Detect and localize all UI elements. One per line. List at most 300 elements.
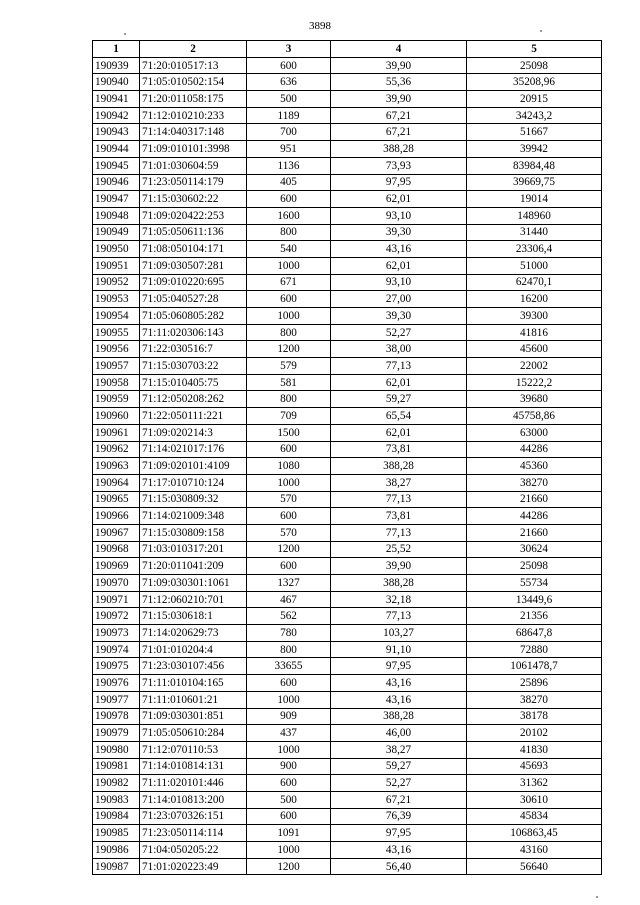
table-cell: 71:14:021017:176: [140, 441, 247, 458]
table-cell: 540: [247, 241, 331, 258]
table-cell: 388,28: [331, 141, 467, 158]
table-cell: 71:11:020306:143: [140, 324, 247, 341]
table-cell: 38270: [467, 691, 602, 708]
table-cell: 71:01:030604:59: [140, 157, 247, 174]
table-cell: 41830: [467, 741, 602, 758]
table-cell: 13449,6: [467, 591, 602, 608]
table-cell: 800: [247, 224, 331, 241]
table-cell: 71:20:011041:209: [140, 558, 247, 575]
table-cell: 20102: [467, 725, 602, 742]
table-row: [93, 608, 602, 625]
table-cell: 43,16: [331, 691, 467, 708]
table-row: [93, 174, 602, 191]
table-row: [93, 791, 602, 808]
table-cell: 59,27: [331, 758, 467, 775]
table-cell: 106863,45: [467, 825, 602, 842]
table-cell: 467: [247, 591, 331, 608]
table-cell: 190978: [93, 708, 140, 725]
table-cell: 780: [247, 625, 331, 642]
table-cell: 52,27: [331, 775, 467, 792]
table-cell: 71:12:070110:53: [140, 741, 247, 758]
table-cell: 71:15:030809:158: [140, 524, 247, 541]
table-cell: 39,90: [331, 57, 467, 74]
table-cell: 38,27: [331, 474, 467, 491]
table-row: [93, 341, 602, 358]
table-cell: 25098: [467, 57, 602, 74]
table-cell: 45360: [467, 458, 602, 475]
table-row: [93, 474, 602, 491]
table-row: [93, 558, 602, 575]
table-cell: 71:05:060805:282: [140, 308, 247, 325]
table-cell: 71:09:030507:281: [140, 257, 247, 274]
table-cell: 71:08:050104:171: [140, 241, 247, 258]
table-row: [93, 491, 602, 508]
table-cell: 71:17:010710:124: [140, 474, 247, 491]
table-row: [93, 191, 602, 208]
table-row: [93, 741, 602, 758]
table-cell: 63000: [467, 424, 602, 441]
table-cell: 800: [247, 641, 331, 658]
table-cell: 148960: [467, 207, 602, 224]
table-cell: 44286: [467, 441, 602, 458]
table-cell: 190957: [93, 358, 140, 375]
table-cell: 45600: [467, 341, 602, 358]
table-row: [93, 858, 602, 875]
table-cell: 190973: [93, 625, 140, 642]
table-row: [93, 408, 602, 425]
table-cell: 190986: [93, 842, 140, 859]
table-cell: 190970: [93, 575, 140, 592]
table-cell: 39680: [467, 391, 602, 408]
table-cell: 190980: [93, 741, 140, 758]
table-cell: 1600: [247, 207, 331, 224]
table-cell: 25,52: [331, 541, 467, 558]
table-cell: 71:01:020223:49: [140, 858, 247, 875]
table-cell: 570: [247, 524, 331, 541]
table-cell: 71:14:020629:73: [140, 625, 247, 642]
table-cell: 77,13: [331, 524, 467, 541]
table-cell: 1000: [247, 691, 331, 708]
table-cell: 190948: [93, 207, 140, 224]
table-row: [93, 808, 602, 825]
table-cell: 38,27: [331, 741, 467, 758]
table-row: [93, 658, 602, 675]
scan-speck: [596, 896, 598, 898]
table-row: [93, 207, 602, 224]
table-cell: 71:03:010317:201: [140, 541, 247, 558]
table-cell: 51667: [467, 124, 602, 141]
table-cell: 71:15:030618:1: [140, 608, 247, 625]
table-cell: 190965: [93, 491, 140, 508]
table-cell: 56640: [467, 858, 602, 875]
table-cell: 39300: [467, 308, 602, 325]
table-cell: 190955: [93, 324, 140, 341]
table-cell: 671: [247, 274, 331, 291]
table-cell: 600: [247, 508, 331, 525]
table-cell: 25896: [467, 675, 602, 692]
table-cell: 23306,4: [467, 241, 602, 258]
table-cell: 67,21: [331, 791, 467, 808]
table-cell: 190962: [93, 441, 140, 458]
table-cell: 51000: [467, 257, 602, 274]
table-cell: 1000: [247, 257, 331, 274]
table-cell: 31440: [467, 224, 602, 241]
table-cell: 71:15:030703:22: [140, 358, 247, 375]
table-cell: 71:12:050208:262: [140, 391, 247, 408]
table-cell: 71:14:010813:200: [140, 791, 247, 808]
table-cell: 190940: [93, 74, 140, 91]
table-cell: 190976: [93, 675, 140, 692]
table-cell: 55,36: [331, 74, 467, 91]
table-cell: 71:05:050610:284: [140, 725, 247, 742]
table-cell: 31362: [467, 775, 602, 792]
table-cell: 190944: [93, 141, 140, 158]
table-cell: 71:23:070326:151: [140, 808, 247, 825]
table-cell: 190974: [93, 641, 140, 658]
table-cell: 190946: [93, 174, 140, 191]
table-cell: 71:09:020422:253: [140, 207, 247, 224]
table-cell: 71:14:010814:131: [140, 758, 247, 775]
table-row: [93, 308, 602, 325]
table-cell: 1327: [247, 575, 331, 592]
table-cell: 190943: [93, 124, 140, 141]
table-cell: 30624: [467, 541, 602, 558]
table-cell: 951: [247, 141, 331, 158]
table-cell: 600: [247, 558, 331, 575]
table-row: [93, 675, 602, 692]
table-cell: 93,10: [331, 207, 467, 224]
table-cell: 600: [247, 675, 331, 692]
table-cell: 190958: [93, 374, 140, 391]
table-cell: 16200: [467, 291, 602, 308]
table-cell: 41816: [467, 324, 602, 341]
table-cell: 71:09:020101:4109: [140, 458, 247, 475]
table-cell: 1091: [247, 825, 331, 842]
table-cell: 52,27: [331, 324, 467, 341]
table-row: [93, 441, 602, 458]
table-cell: 1200: [247, 858, 331, 875]
table-cell: 71:14:021009:348: [140, 508, 247, 525]
table-cell: 190953: [93, 291, 140, 308]
table-cell: 1000: [247, 308, 331, 325]
table-cell: 71:22:050111:221: [140, 408, 247, 425]
table-header-row: [93, 41, 602, 58]
scan-speck: [540, 30, 542, 32]
table-cell: 600: [247, 291, 331, 308]
table-row: [93, 257, 602, 274]
table-cell: 190982: [93, 775, 140, 792]
table-cell: 190985: [93, 825, 140, 842]
table-row: [93, 524, 602, 541]
table-cell: 71:14:040317:148: [140, 124, 247, 141]
table-cell: 27,00: [331, 291, 467, 308]
table-cell: 25098: [467, 558, 602, 575]
table-row: [93, 91, 602, 108]
table-cell: 71:11:020101:446: [140, 775, 247, 792]
table-row: [93, 541, 602, 558]
table-cell: 43160: [467, 842, 602, 859]
table-cell: 71:15:030809:32: [140, 491, 247, 508]
table-cell: 103,27: [331, 625, 467, 642]
table-row: [93, 324, 602, 341]
table-cell: 600: [247, 775, 331, 792]
table-cell: 190968: [93, 541, 140, 558]
table-cell: 190987: [93, 858, 140, 875]
table-cell: 73,81: [331, 508, 467, 525]
table-cell: 190966: [93, 508, 140, 525]
column-header: 1: [93, 41, 140, 58]
table-cell: 190951: [93, 257, 140, 274]
table-cell: 21660: [467, 491, 602, 508]
table-cell: 190942: [93, 107, 140, 124]
table-row: [93, 74, 602, 91]
table-row: [93, 591, 602, 608]
table-cell: 1061478,7: [467, 658, 602, 675]
table-row: [93, 775, 602, 792]
table-cell: 71:09:030301:1061: [140, 575, 247, 592]
table-cell: 570: [247, 491, 331, 508]
table-cell: 45758,86: [467, 408, 602, 425]
table-cell: 800: [247, 324, 331, 341]
table-row: [93, 391, 602, 408]
table-cell: 190967: [93, 524, 140, 541]
table-cell: 1500: [247, 424, 331, 441]
table-cell: 73,93: [331, 157, 467, 174]
table-row: [93, 124, 602, 141]
table-cell: 97,95: [331, 658, 467, 675]
table-cell: 190971: [93, 591, 140, 608]
table-cell: 909: [247, 708, 331, 725]
table-cell: 190961: [93, 424, 140, 441]
table-cell: 38270: [467, 474, 602, 491]
table-cell: 190963: [93, 458, 140, 475]
table-cell: 71:05:050611:136: [140, 224, 247, 241]
table-cell: 97,95: [331, 174, 467, 191]
table-cell: 34243,2: [467, 107, 602, 124]
table-cell: 71:23:030107:456: [140, 658, 247, 675]
table-cell: 71:09:010101:3998: [140, 141, 247, 158]
table-cell: 32,18: [331, 591, 467, 608]
table-cell: 800: [247, 391, 331, 408]
table-cell: 190983: [93, 791, 140, 808]
table-cell: 20915: [467, 91, 602, 108]
page-number: 3898: [309, 20, 331, 32]
table-cell: 56,40: [331, 858, 467, 875]
table-cell: 62,01: [331, 424, 467, 441]
data-table: [92, 40, 602, 875]
table-cell: 33655: [247, 658, 331, 675]
table-cell: 71:23:050114:114: [140, 825, 247, 842]
table-cell: 700: [247, 124, 331, 141]
table-cell: 71:11:010104:165: [140, 675, 247, 692]
table-cell: 62,01: [331, 374, 467, 391]
table-cell: 19014: [467, 191, 602, 208]
table-cell: 1189: [247, 107, 331, 124]
table-cell: 190952: [93, 274, 140, 291]
table-cell: 43,16: [331, 241, 467, 258]
table-cell: 190975: [93, 658, 140, 675]
table-cell: 55734: [467, 575, 602, 592]
table-row: [93, 641, 602, 658]
column-header: 2: [140, 41, 247, 58]
table-cell: 900: [247, 758, 331, 775]
column-header: 4: [331, 41, 467, 58]
table-cell: 500: [247, 91, 331, 108]
table-cell: 39669,75: [467, 174, 602, 191]
table-cell: 43,16: [331, 842, 467, 859]
table-row: [93, 107, 602, 124]
table-cell: 62,01: [331, 191, 467, 208]
table-cell: 388,28: [331, 575, 467, 592]
table-cell: 709: [247, 408, 331, 425]
table-cell: 636: [247, 74, 331, 91]
table-cell: 437: [247, 725, 331, 742]
table-row: [93, 725, 602, 742]
table-cell: 68647,8: [467, 625, 602, 642]
table-cell: 59,27: [331, 391, 467, 408]
table-cell: 71:04:050205:22: [140, 842, 247, 859]
table-cell: 71:23:050114:179: [140, 174, 247, 191]
table-row: [93, 358, 602, 375]
table-cell: 93,10: [331, 274, 467, 291]
table-cell: 562: [247, 608, 331, 625]
table-cell: 190939: [93, 57, 140, 74]
table-cell: 388,28: [331, 458, 467, 475]
table-cell: 190979: [93, 725, 140, 742]
table-cell: 600: [247, 191, 331, 208]
table-cell: 21356: [467, 608, 602, 625]
table-row: [93, 424, 602, 441]
table-cell: 190964: [93, 474, 140, 491]
table-cell: 190941: [93, 91, 140, 108]
table-cell: 76,39: [331, 808, 467, 825]
table-cell: 190950: [93, 241, 140, 258]
table-cell: 190954: [93, 308, 140, 325]
table-body: [93, 57, 602, 875]
table-cell: 579: [247, 358, 331, 375]
table-cell: 71:12:060210:701: [140, 591, 247, 608]
table-cell: 38178: [467, 708, 602, 725]
table-cell: 44286: [467, 508, 602, 525]
table-cell: 600: [247, 808, 331, 825]
table-cell: 190949: [93, 224, 140, 241]
table-cell: 39,30: [331, 308, 467, 325]
table-cell: 67,21: [331, 124, 467, 141]
table-cell: 73,81: [331, 441, 467, 458]
table-cell: 38,00: [331, 341, 467, 358]
table-row: [93, 458, 602, 475]
table-row: [93, 224, 602, 241]
table-cell: 45834: [467, 808, 602, 825]
table-cell: 190960: [93, 408, 140, 425]
table-cell: 30610: [467, 791, 602, 808]
table-cell: 39,30: [331, 224, 467, 241]
table-cell: 15222,2: [467, 374, 602, 391]
table-row: [93, 57, 602, 74]
table-cell: 22002: [467, 358, 602, 375]
table-row: [93, 708, 602, 725]
table-cell: 71:05:010502:154: [140, 74, 247, 91]
table-row: [93, 157, 602, 174]
table-cell: 1200: [247, 541, 331, 558]
table-cell: 65,54: [331, 408, 467, 425]
table-cell: 71:20:010517:13: [140, 57, 247, 74]
table-cell: 91,10: [331, 641, 467, 658]
table-cell: 21660: [467, 524, 602, 541]
table-row: [93, 825, 602, 842]
table-cell: 62,01: [331, 257, 467, 274]
table-cell: 190969: [93, 558, 140, 575]
table-cell: 71:11:010601:21: [140, 691, 247, 708]
table-cell: 71:12:010210:233: [140, 107, 247, 124]
table-cell: 97,95: [331, 825, 467, 842]
table-cell: 600: [247, 441, 331, 458]
table-cell: 35208,96: [467, 74, 602, 91]
table-cell: 388,28: [331, 708, 467, 725]
table-cell: 190959: [93, 391, 140, 408]
table-cell: 39942: [467, 141, 602, 158]
table-cell: 72880: [467, 641, 602, 658]
table-row: [93, 374, 602, 391]
table-cell: 71:20:011058:175: [140, 91, 247, 108]
table-cell: 1200: [247, 341, 331, 358]
table-cell: 71:15:010405:75: [140, 374, 247, 391]
column-header: 3: [247, 41, 331, 58]
table-cell: 67,21: [331, 107, 467, 124]
table-row: [93, 625, 602, 642]
table-cell: 71:09:030301:851: [140, 708, 247, 725]
table-cell: 405: [247, 174, 331, 191]
table-row: [93, 575, 602, 592]
table-row: [93, 508, 602, 525]
table-cell: 77,13: [331, 491, 467, 508]
table-cell: 190956: [93, 341, 140, 358]
table-cell: 39,90: [331, 558, 467, 575]
table-cell: 77,13: [331, 608, 467, 625]
column-header: 5: [467, 41, 602, 58]
table-cell: 71:05:040527:28: [140, 291, 247, 308]
table-cell: 62470,1: [467, 274, 602, 291]
table-row: [93, 291, 602, 308]
table-cell: 71:09:020214:3: [140, 424, 247, 441]
table-cell: 190981: [93, 758, 140, 775]
table-cell: 1136: [247, 157, 331, 174]
scan-speck: [124, 33, 126, 35]
table-row: [93, 274, 602, 291]
table-cell: 46,00: [331, 725, 467, 742]
table-cell: 500: [247, 791, 331, 808]
table-cell: 71:22:030516:7: [140, 341, 247, 358]
table-cell: 77,13: [331, 358, 467, 375]
table-cell: 71:15:030602:22: [140, 191, 247, 208]
table-cell: 39,90: [331, 91, 467, 108]
table-cell: 1000: [247, 842, 331, 859]
table-cell: 1080: [247, 458, 331, 475]
table-cell: 190977: [93, 691, 140, 708]
table-row: [93, 241, 602, 258]
table-cell: 71:01:010204:4: [140, 641, 247, 658]
table-cell: 581: [247, 374, 331, 391]
table-cell: 190984: [93, 808, 140, 825]
table-cell: 190947: [93, 191, 140, 208]
table-row: [93, 141, 602, 158]
table-cell: 1000: [247, 474, 331, 491]
table-cell: 600: [247, 57, 331, 74]
table-row: [93, 842, 602, 859]
table-cell: 83984,48: [467, 157, 602, 174]
table-cell: 1000: [247, 741, 331, 758]
table-cell: 43,16: [331, 675, 467, 692]
